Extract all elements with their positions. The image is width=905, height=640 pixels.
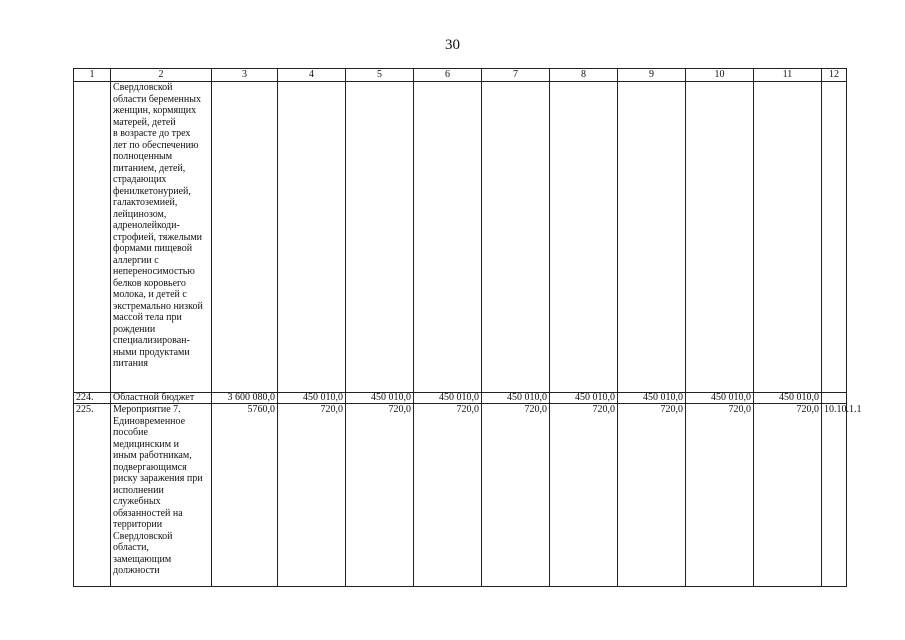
row-code [822,393,847,404]
column-header: 3 [212,69,278,82]
table-cell: 720,0 [414,404,482,587]
row-code: 10.10.1.1 [822,404,847,587]
page-number: 30 [445,37,460,53]
table-cell: 450 010,0 [754,393,822,404]
table-cell: 450 010,0 [482,393,550,404]
row-code [822,82,847,393]
table-cell: 450 010,0 [618,393,686,404]
table-cell: 720,0 [278,404,346,587]
row-description: Мероприятие 7. Единовременное пособие медицинским и иным работникам, подвергающимся риску заражения при исполнении служебных обязанностей на территории Свердловской области, замещающим должности [111,404,212,587]
table-cell: 450 010,0 [278,393,346,404]
column-header: 1 [74,69,111,82]
column-header: 7 [482,69,550,82]
table-cell: 450 010,0 [686,393,754,404]
table-cell: 450 010,0 [550,393,618,404]
table-cell: 720,0 [482,404,550,587]
table-row [74,82,847,393]
table-cell [212,82,278,393]
table-cell: 720,0 [346,404,414,587]
table-cell [550,82,618,393]
row-description: Областной бюджет [111,393,212,404]
table-cell: 720,0 [618,404,686,587]
column-header: 10 [686,69,754,82]
table-cell: 450 010,0 [346,393,414,404]
table-header-row [74,69,847,82]
table-row [74,393,847,404]
table-cell: 720,0 [550,404,618,587]
row-number [74,82,111,393]
row-description: Свердловской области беременных женщин, кормящих матерей, детей в возрасте до трех лет по обеспечению полноценным питанием, детей, страдающих фенилкетонурией, галактоземией, лейцинозом, адренолейкоди- строфией, тяжелыми формами пищевой аллергии с непереносимостью белков коровьего молока, и детей с экстремально низкой массой тела при рождении специализирован- ными продуктами питания [111,82,212,393]
table-cell: 5760,0 [212,404,278,587]
column-header: 8 [550,69,618,82]
table-cell: 3 600 080,0 [212,393,278,404]
budget-table [73,68,862,587]
table-cell: 720,0 [754,404,822,587]
column-header: 4 [278,69,346,82]
column-header: 5 [346,69,414,82]
table-cell: 450 010,0 [414,393,482,404]
column-header: 2 [111,69,212,82]
table-cell [346,82,414,393]
table-cell [482,82,550,393]
table-cell [618,82,686,393]
row-number: 224. [74,393,111,404]
table-cell [686,82,754,393]
column-header: 12 [822,69,847,82]
column-header: 9 [618,69,686,82]
table-cell [414,82,482,393]
column-header: 11 [754,69,822,82]
table-cell [278,82,346,393]
table-cell [754,82,822,393]
row-number: 225. [74,404,111,587]
column-header: 6 [414,69,482,82]
table-cell: 720,0 [686,404,754,587]
table-row [74,404,847,587]
